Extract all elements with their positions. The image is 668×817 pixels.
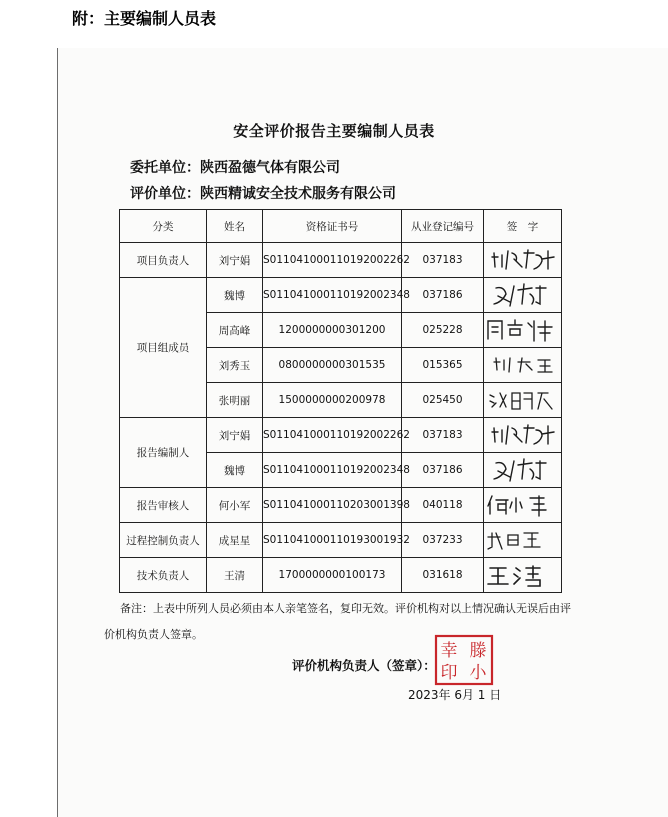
table-row bbox=[120, 488, 562, 523]
certificate-cell: S011041000110192002262 bbox=[263, 418, 402, 453]
scan-left-edge bbox=[57, 48, 58, 817]
client-value: 陕西盈德气体有限公司 bbox=[200, 160, 340, 176]
handwritten-signature bbox=[484, 422, 564, 448]
certificate-cell: 1700000000100173 bbox=[263, 558, 402, 593]
registration-cell: 040118 bbox=[402, 488, 484, 523]
signature-cell bbox=[484, 278, 562, 313]
chief-signature-label: 评价机构负责人（签章）： bbox=[292, 658, 436, 673]
registration-cell: 025228 bbox=[402, 313, 484, 348]
seal-char: 滕 bbox=[469, 641, 487, 661]
signature-cell bbox=[484, 418, 562, 453]
handwritten-signature bbox=[484, 317, 564, 343]
red-seal-stamp bbox=[434, 634, 494, 686]
table-row bbox=[120, 278, 562, 313]
registration-cell: 015365 bbox=[402, 348, 484, 383]
category-cell: 过程控制负责人 bbox=[120, 523, 207, 558]
table-note: 备注：上表中所列人员必须由本人亲笔签名，复印无效。评价机构对以上情况确认无误后由评价机构负责人签章。 bbox=[104, 602, 571, 641]
certificate-cell: S011041000110192002348 bbox=[263, 453, 402, 488]
date-text: 2023年 6月 1 日 bbox=[408, 688, 502, 702]
signature-cell bbox=[484, 523, 562, 558]
header-certificate: 资格证书号 bbox=[263, 210, 402, 243]
header-signature: 签 字 bbox=[484, 210, 562, 243]
signature-cell bbox=[484, 383, 562, 418]
category-cell: 报告编制人 bbox=[120, 418, 207, 488]
name-cell: 张明丽 bbox=[207, 383, 263, 418]
table-row bbox=[120, 418, 562, 453]
page-header-title: 附：主要编制人员表 bbox=[72, 9, 217, 28]
name-cell: 王清 bbox=[207, 558, 263, 593]
seal-char: 小 bbox=[469, 663, 487, 683]
registration-cell: 037186 bbox=[402, 278, 484, 313]
seal-char: 幸 bbox=[440, 641, 458, 661]
name-cell: 魏博 bbox=[207, 278, 263, 313]
registration-cell: 037186 bbox=[402, 453, 484, 488]
handwritten-signature bbox=[484, 387, 564, 413]
name-cell: 刘宁娟 bbox=[207, 418, 263, 453]
evaluator-value: 陕西精诚安全技术服务有限公司 bbox=[200, 186, 396, 202]
certificate-cell: 0800000000301535 bbox=[263, 348, 402, 383]
certificate-cell: S011041000110203001398 bbox=[263, 488, 402, 523]
client-line bbox=[130, 157, 340, 177]
registration-cell: 037233 bbox=[402, 523, 484, 558]
signature-cell bbox=[484, 348, 562, 383]
name-cell: 何小军 bbox=[207, 488, 263, 523]
registration-cell: 037183 bbox=[402, 243, 484, 278]
registration-cell: 037183 bbox=[402, 418, 484, 453]
category-cell: 报告审核人 bbox=[120, 488, 207, 523]
name-cell: 刘秀玉 bbox=[207, 348, 263, 383]
handwritten-signature bbox=[484, 247, 564, 273]
evaluator-line bbox=[130, 183, 396, 203]
name-cell: 成星星 bbox=[207, 523, 263, 558]
category-cell: 项目组成员 bbox=[120, 278, 207, 418]
document-title: 安全评价报告主要编制人员表 bbox=[233, 122, 435, 140]
category-cell: 项目负责人 bbox=[120, 243, 207, 278]
registration-cell: 025450 bbox=[402, 383, 484, 418]
certificate-cell: S011041000110192002348 bbox=[263, 278, 402, 313]
header-registration: 从业登记编号 bbox=[402, 210, 484, 243]
seal-char: 印 bbox=[440, 663, 458, 683]
signature-cell bbox=[484, 243, 562, 278]
header-name: 姓名 bbox=[207, 210, 263, 243]
signature-cell bbox=[484, 313, 562, 348]
table-row bbox=[120, 558, 562, 593]
client-label: 委托单位： bbox=[130, 160, 200, 176]
signature-cell bbox=[484, 488, 562, 523]
handwritten-signature bbox=[484, 282, 564, 308]
evaluator-label: 评价单位： bbox=[130, 186, 200, 202]
name-cell: 刘宁娟 bbox=[207, 243, 263, 278]
header-category: 分类 bbox=[120, 210, 207, 243]
signature-cell bbox=[484, 558, 562, 593]
registration-cell: 031618 bbox=[402, 558, 484, 593]
certificate-cell: S011041000110192002262 bbox=[263, 243, 402, 278]
name-cell: 周高峰 bbox=[207, 313, 263, 348]
certificate-cell: 1200000000301200 bbox=[263, 313, 402, 348]
signature-cell bbox=[484, 453, 562, 488]
name-cell: 魏博 bbox=[207, 453, 263, 488]
handwritten-signature bbox=[484, 527, 564, 553]
signature-date bbox=[408, 686, 548, 710]
table-row bbox=[120, 523, 562, 558]
table-row bbox=[120, 243, 562, 278]
table-header-row bbox=[120, 210, 562, 243]
handwritten-signature bbox=[484, 352, 564, 378]
handwritten-signature bbox=[484, 457, 564, 483]
handwritten-signature bbox=[484, 492, 564, 518]
category-cell: 技术负责人 bbox=[120, 558, 207, 593]
staff-table bbox=[119, 209, 562, 593]
handwritten-signature bbox=[484, 562, 564, 588]
certificate-cell: 1500000000200978 bbox=[263, 383, 402, 418]
certificate-cell: S011041000110193001932 bbox=[263, 523, 402, 558]
